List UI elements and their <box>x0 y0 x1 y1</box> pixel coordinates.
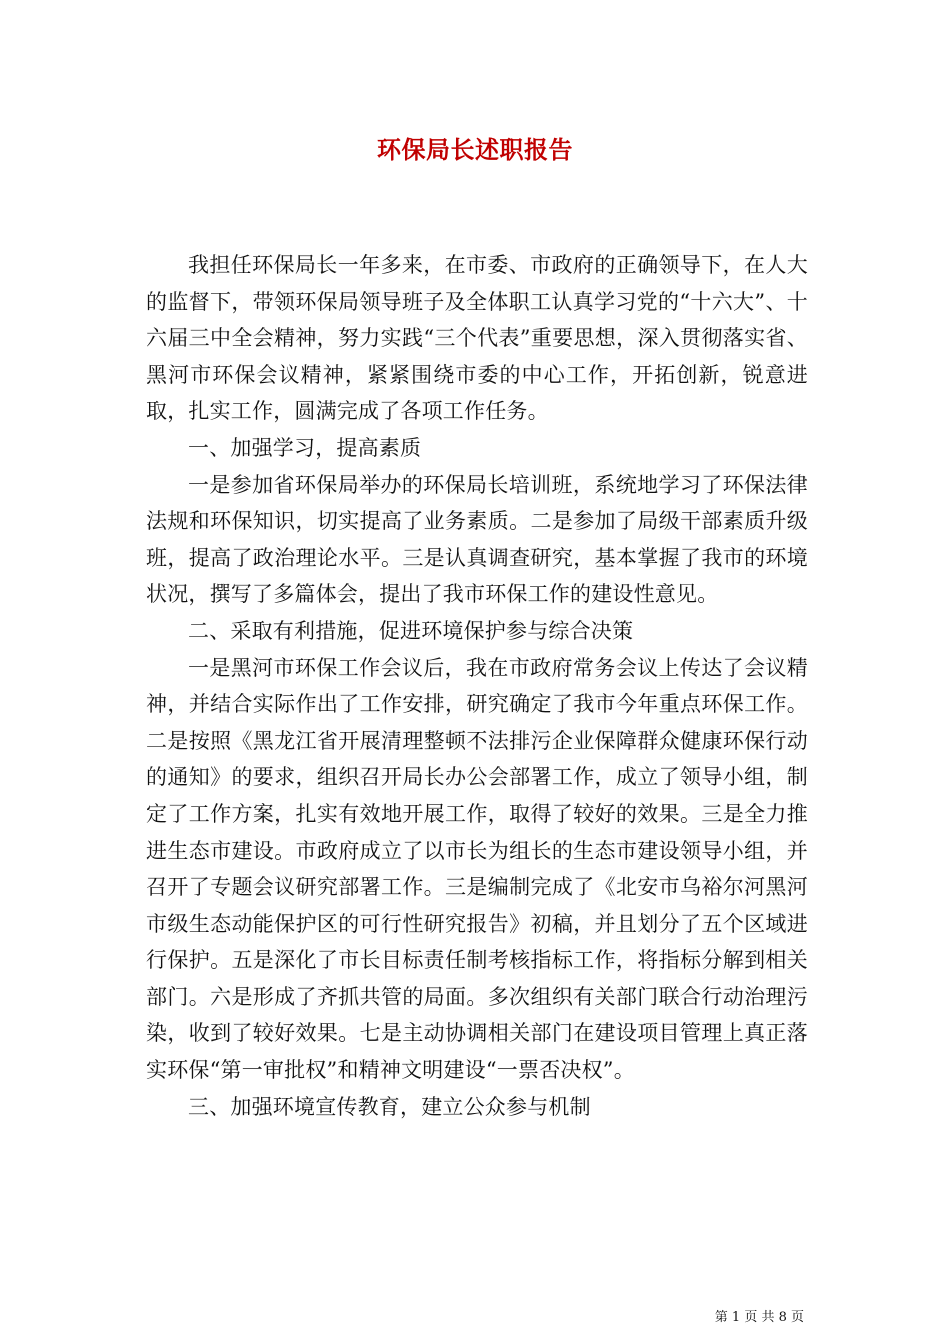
document-title: 环保局长述职报告 <box>377 135 573 164</box>
section-heading-2: 二、采取有利措施，促进环境保护参与综合决策 <box>188 618 634 643</box>
section-heading-3: 三、加强环境宣传教育，建立公众参与机制 <box>188 1094 591 1119</box>
paragraph-intro: 我担任环保局长一年多来，在市委、市政府的正确领导下，在人大的监督下，带领环保局领导班子及全体职工认真学习党的“十六大”、十六届三中全会精神，努力实践“三个代表”重要思想，深入贯彻落实省、黑河市环保会议精神，紧紧围绕市委的中心工作，开拓创新，锐意进取，扎实工作，圆满完成了各项工作任务。 <box>146 253 808 424</box>
section-heading-1: 一、加强学习，提高素质 <box>188 435 422 460</box>
page-number-footer: 第 1 页 共 8 页 <box>714 1310 804 1325</box>
paragraph-section-2: 一是黑河市环保工作会议后，我在市政府常务会议上传达了会议精神，并结合实际作出了工作安排，研究确定了我市今年重点环保工作。二是按照《黑龙江省开展清理整顿不法排污企业保障群众健康环保行动的通知》的要求，组织召开局长办公会部署工作，成立了领导小组，制定了工作方案，扎实有效地开展工作，取得了较好的效果。三是全力推进生态市建设。市政府成立了以市长为组长的生态市建设领导小组，并召开了专题会议研究部署工作。三是编制完成了《北安市乌裕尔河黑河市级生态动能保护区的可行性研究报告》初稿，并且划分了五个区域进行保护。五是深化了市长目标责任制考核指标工作，将指标分解到相关部门。六是形成了齐抓共管的局面。多次组织有关部门联合行动治理污染，收到了较好效果。七是主动协调相关部门在建设项目管理上真正落实环保“第一审批权”和精神文明建设“一票否决权”。 <box>146 655 808 1083</box>
document-body <box>146 247 808 1125</box>
paragraph-section-1: 一是参加省环保局举办的环保局长培训班，系统地学习了环保法律法规和环保知识，切实提高了业务素质。二是参加了局级干部素质升级班，提高了政治理论水平。三是认真调查研究，基本掌握了我市的环境状况，撰写了多篇体会，提出了我市环保工作的建设性意见。 <box>146 472 808 607</box>
